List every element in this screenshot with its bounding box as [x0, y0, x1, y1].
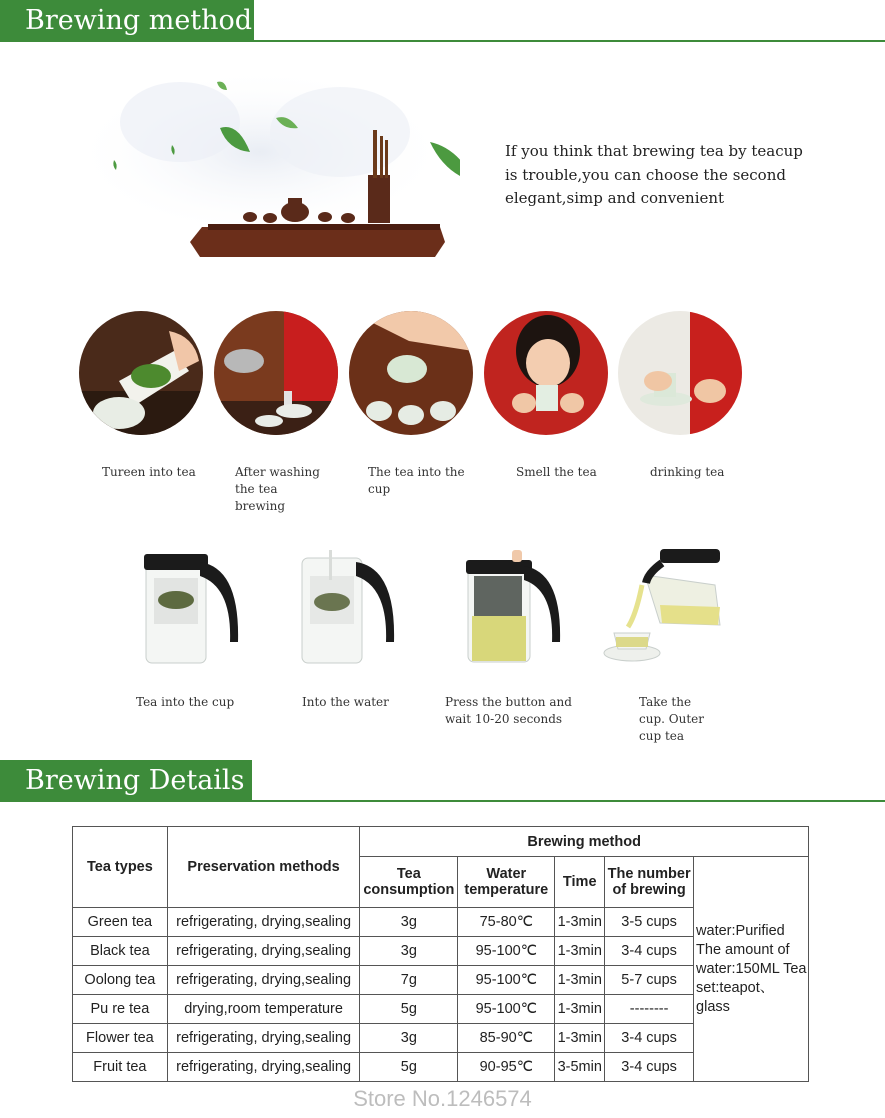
cell-time: 1-3min [555, 1024, 605, 1053]
header-number-of-brewing: The number of brewing [605, 857, 694, 908]
teapot-step-4 [600, 545, 730, 670]
cell-number: 3-4 cups [605, 1053, 694, 1082]
section-title: Brewing method [25, 5, 253, 36]
cell-time: 1-3min [555, 908, 605, 937]
step-caption: drinking tea [650, 465, 725, 479]
step-caption: Press the button and wait 10-20 seconds [445, 695, 572, 726]
cell-temperature: 85-90℃ [458, 1024, 555, 1053]
step-photo-tureen [79, 311, 203, 435]
cell-consumption: 5g [360, 995, 458, 1024]
tea-set-illustration [90, 62, 460, 272]
step-caption: The tea into the cup [368, 465, 465, 496]
header-tea-types: Tea types [73, 827, 168, 908]
cell-time: 1-3min [555, 937, 605, 966]
cell-temperature: 90-95℃ [458, 1053, 555, 1082]
banner-divider [0, 40, 885, 42]
cell-temperature: 75-80℃ [458, 908, 555, 937]
cell-time: 1-3min [555, 966, 605, 995]
step-photo-smell [484, 311, 608, 435]
header-water-temperature: Water temperature [458, 857, 555, 908]
header-time: Time [555, 857, 605, 908]
cell-consumption: 5g [360, 1053, 458, 1082]
intro-paragraph: If you think that brewing tea by teacup is trouble,you can choose the second elegant,simp and convenient [505, 142, 803, 207]
header-brewing-method: Brewing method [360, 827, 809, 857]
cell-temperature: 95-100℃ [458, 937, 555, 966]
teapot-step-1 [140, 550, 250, 670]
step-photo-drinking [618, 311, 742, 435]
cell-tea-type: Black tea [73, 937, 168, 966]
teapot-step-2 [296, 550, 406, 670]
step-caption: After washing the tea brewing [235, 465, 320, 513]
step-caption: Tea into the cup [136, 695, 235, 709]
cell-number: 5-7 cups [605, 966, 694, 995]
cell-preservation: refrigerating, drying,sealing [167, 908, 360, 937]
cell-preservation: drying,room temperature [167, 995, 360, 1024]
cell-number: 3-4 cups [605, 937, 694, 966]
header-consumption: Tea consumption [360, 857, 458, 908]
cell-tea-type: Green tea [73, 908, 168, 937]
teapot-step-3 [462, 550, 572, 670]
cell-number: 3-5 cups [605, 908, 694, 937]
cell-preservation: refrigerating, drying,sealing [167, 1053, 360, 1082]
store-watermark: Store No.1246574 [353, 1086, 532, 1111]
header-preservation: Preservation methods [167, 827, 360, 908]
tea-tray [190, 227, 445, 257]
cell-tea-type: Pu re tea [73, 995, 168, 1024]
cell-tea-type: Fruit tea [73, 1053, 168, 1082]
step-caption: Take the cup. Outer cup tea [639, 695, 704, 743]
cell-time: 3-5min [555, 1053, 605, 1082]
section-banner-brewing-details [0, 760, 252, 802]
banner-divider [0, 800, 885, 802]
step-photo-washing [214, 311, 338, 435]
step-caption: Tureen into tea [102, 465, 196, 479]
cell-tea-type: Oolong tea [73, 966, 168, 995]
cell-tea-type: Flower tea [73, 1024, 168, 1053]
cell-temperature: 95-100℃ [458, 995, 555, 1024]
cell-preservation: refrigerating, drying,sealing [167, 966, 360, 995]
section-title: Brewing Details [25, 765, 245, 796]
cell-consumption: 3g [360, 937, 458, 966]
step-caption: Into the water [302, 695, 389, 709]
cell-consumption: 3g [360, 908, 458, 937]
step-photo-into-cup [349, 311, 473, 435]
cell-preservation: refrigerating, drying,sealing [167, 1024, 360, 1053]
brewing-details-table [72, 826, 809, 1082]
section-banner-brewing-method [0, 0, 254, 42]
cell-temperature: 95-100℃ [458, 966, 555, 995]
cell-consumption: 3g [360, 1024, 458, 1053]
cell-consumption: 7g [360, 966, 458, 995]
step-caption: Smell the tea [516, 465, 597, 479]
cell-number: -------- [605, 995, 694, 1024]
cell-time: 1-3min [555, 995, 605, 1024]
brewing-note: water:Purified The amount of water:150ML Tea set:teapot、glass [694, 857, 809, 1082]
cell-preservation: refrigerating, drying,sealing [167, 937, 360, 966]
cell-number: 3-4 cups [605, 1024, 694, 1053]
